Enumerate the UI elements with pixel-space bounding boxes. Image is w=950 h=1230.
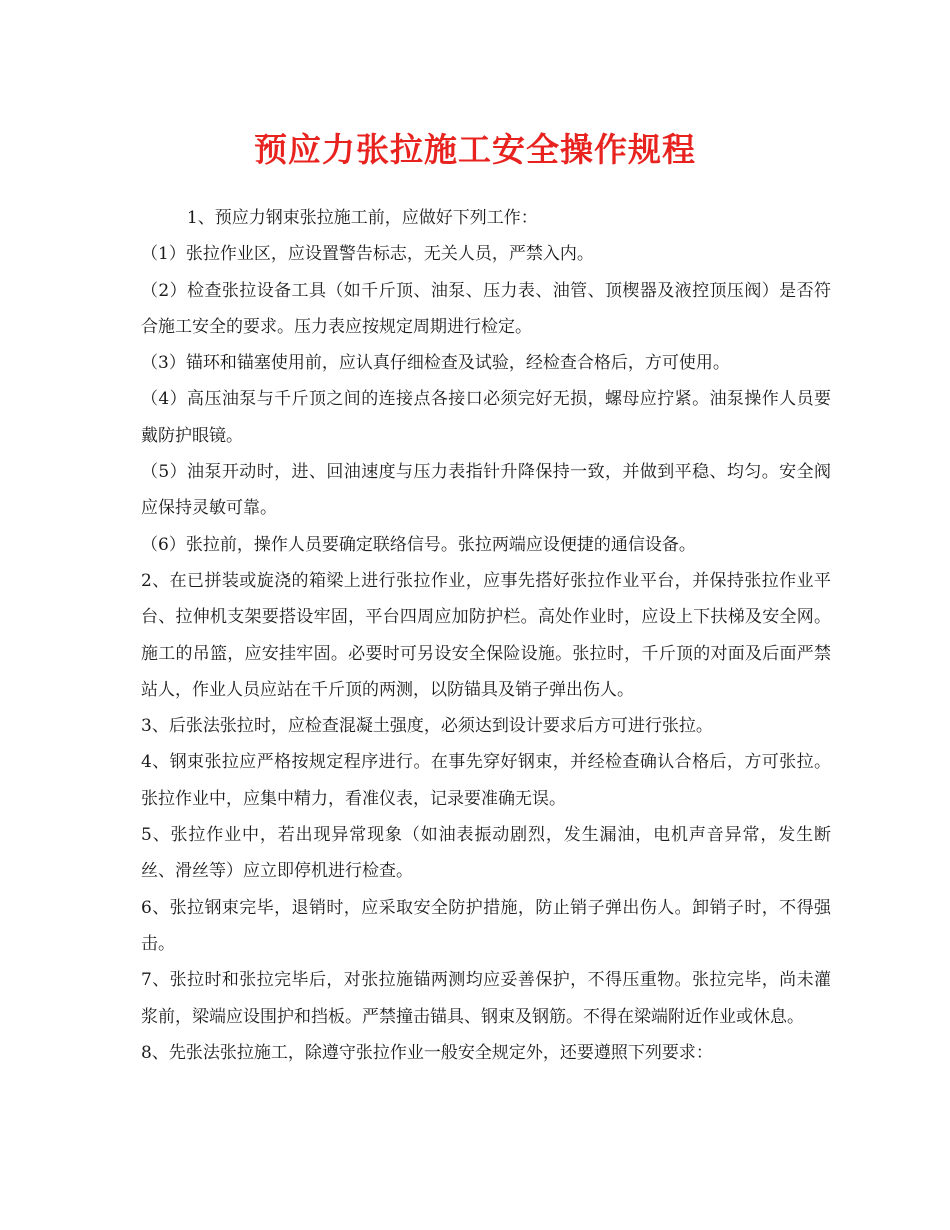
paragraph-4: 4、钢束张拉应严格按规定程序进行。在事先穿好钢束，并经检查确认合格后，方可张拉。张拉作业中，应集中精力，看准仪表，记录要准确无误。 (141, 752, 831, 809)
paragraph-1-5: （5）油泵开动时，进、回油速度与压力表指针升降保持一致，并做到平稳、均匀。安全阀应保持灵敏可靠。 (141, 462, 831, 519)
paragraph-1-intro: 1、预应力钢束张拉施工前，应做好下列工作： (186, 208, 538, 228)
paragraph-1-2: （2）检查张拉设备工具（如千斤顶、油泵、压力表、油管、顶楔器及液控顶压阀）是否符合施工安全的要求。压力表应按规定周期进行检定。 (141, 280, 831, 337)
paragraph-6: 6、张拉钢束完毕，退销时，应采取安全防护措施，防止销子弹出伤人。卸销子时，不得强击。 (141, 897, 831, 954)
paragraph-7: 7、张拉时和张拉完毕后，对张拉施锚两测均应妥善保护，不得压重物。张拉完毕，尚未灌浆前，梁端应设围护和挡板。严禁撞击锚具、钢束及钢筋。不得在梁端附近作业或休息。 (141, 970, 831, 1027)
paragraph-1-1: （1）张拉作业区，应设置警告标志，无关人员，严禁入内。 (141, 244, 594, 265)
paragraph-5: 5、张拉作业中，若出现异常现象（如油表振动剧烈，发生漏油，电机声音异常，发生断丝、滑丝等）应立即停机进行检查。 (141, 825, 831, 882)
paragraph-1-4: （4）高压油泵与千斤顶之间的连接点各接口必须完好无损，螺母应拧紧。油泵操作人员要戴防护眼镜。 (141, 389, 831, 446)
paragraph-8: 8、先张法张拉施工，除遵守张拉作业一般安全规定外，还要遵照下列要求： (141, 1042, 713, 1063)
document-title: 预应力张拉施工安全操作规程 (254, 130, 696, 169)
paragraph-2: 2、在已拼装或旋浇的箱梁上进行张拉作业，应事先搭好张拉作业平台，并保持张拉作业平台、拉伸机支架要搭设牢固，平台四周应加防护栏。高处作业时，应设上下扶梯及安全网。施工的吊篮，应安挂牢固。必要时可另设安全保险设施。张拉时，千斤顶的对面及后面严禁站人，作业人员应站在千斤顶的两测，以防锚具及销子弹出伤人。 (141, 570, 831, 700)
document-body (141, 200, 831, 1071)
paragraph-1-3: （3）锚环和锚塞使用前，应认真仔细检查及试验，经检查合格后，方可使用。 (141, 353, 730, 374)
paragraph-1-6: （6）张拉前，操作人员要确定联络信号。张拉两端应设便捷的通信设备。 (141, 534, 696, 555)
paragraph-3: 3、后张法张拉时，应检查混凝土强度，必须达到设计要求后方可进行张拉。 (141, 716, 713, 737)
